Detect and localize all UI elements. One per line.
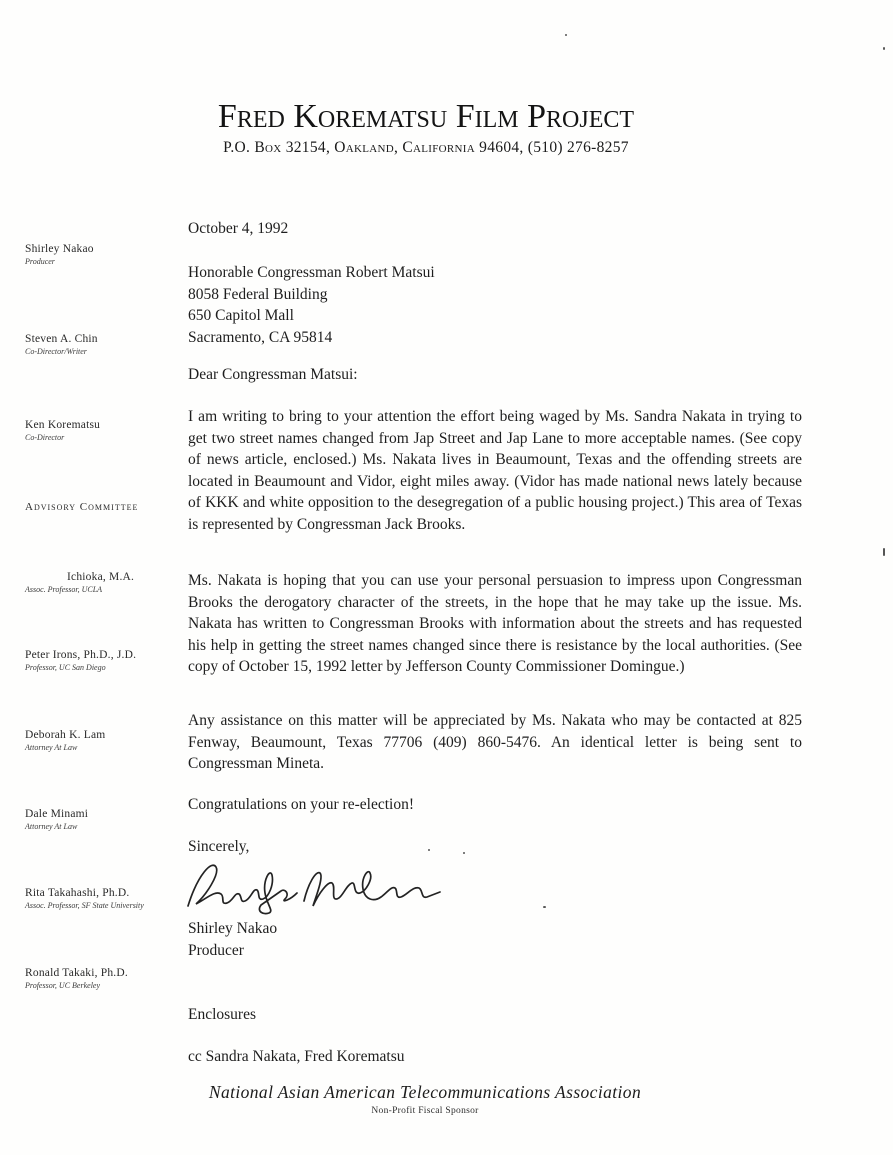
advisory-committee-heading: Advisory Committee [25, 501, 139, 513]
person-name: Peter Irons, Ph.D., J.D. [25, 649, 137, 661]
person-role: Professor, UC San Diego [25, 663, 106, 672]
sidebar-committee-member [25, 729, 190, 752]
valediction: Sincerely, [188, 838, 250, 855]
person-role: Attorney At Law [25, 743, 78, 752]
person-name: Rita Takahashi, Ph.D. [25, 887, 130, 899]
person-name: Ken Korematsu [25, 419, 101, 431]
sidebar-committee-member [25, 649, 190, 672]
recipient-line: 650 Capitol Mall [188, 307, 294, 325]
footer-org: National Asian American Telecommunications Association [208, 1082, 642, 1102]
closing-line: Congratulations on your re-election! [188, 796, 414, 813]
body-paragraph: I am writing to bring to your attention the effort being waged by Ms. Sandra Nakata in trying to get two street names changed from Jap Street and Jap Lane to more acceptable names. (See copy of news article, enclosed.) Ms. Nakata lives in Beaumount, Texas and the offending streets are located in Beaumount and Vidor, eight miles away. (Vidor has made national news lately because of KKK and white opposition to the desegregation of a public housing project.) This area of Texas is represented by Congressman Jack Brooks. [188, 408, 802, 533]
sidebar-committee-member [25, 967, 190, 990]
cc-line: cc Sandra Nakata, Fred Korematsu [188, 1048, 405, 1065]
person-role: Attorney At Law [25, 822, 78, 831]
scan-speck [463, 852, 465, 854]
footer [140, 1082, 710, 1116]
signer-title: Producer [188, 942, 244, 959]
scan-speck [543, 906, 546, 908]
body-paragraph: Any assistance on this matter will be appreciated by Ms. Nakata who may be contacted at 825 Fenway, Beaumount, Texas 77706 (409) 860-5476. An identical letter is being sent to Congressman Mineta. [188, 712, 802, 773]
person-name: Shirley Nakao [25, 243, 94, 255]
sidebar-committee-member [25, 808, 190, 831]
person-role: Co-Director/Writer [25, 347, 87, 356]
person-name: Dale Minami [25, 808, 89, 820]
recipient-line: Honorable Congressman Robert Matsui [188, 264, 435, 281]
body-paragraph: Ms. Nakata is hoping that you can use your personal persuasion to impress upon Congressman Brooks the derogatory character of the streets, in the hope that he may take up the issue. Ms. Nakata has written to Congressman Brooks with information about the streets and has requested his help in getting the street names changed since there is resistance by the local authorities. (See copy of October 15, 1992 letter by Jefferson County Commissioner Domingue.) [188, 572, 802, 676]
scan-speck [565, 34, 567, 36]
scan-speck [883, 548, 885, 556]
sidebar-committee-member [25, 887, 190, 910]
person-role: Producer [25, 257, 55, 266]
recipient-address [188, 262, 802, 348]
person-name: Steven A. Chin [25, 333, 98, 345]
signer-name: Shirley Nakao [188, 920, 278, 937]
sidebar-person [25, 419, 190, 442]
person-name: Ronald Takaki, Ph.D. [25, 967, 128, 979]
sidebar-committee-member [25, 571, 190, 594]
person-role: Assoc. Professor, UCLA [25, 585, 103, 594]
footer-tagline: Non-Profit Fiscal Sponsor [371, 1106, 479, 1116]
salutation: Dear Congressman Matsui: [188, 366, 358, 383]
enclosures-note: Enclosures [188, 1006, 257, 1023]
person-role: Co-Director [25, 433, 65, 442]
scan-speck [883, 47, 885, 50]
person-role: Professor, UC Berkeley [25, 981, 101, 990]
org-address: P.O. Box 32154, Oakland, California 94604, (510) 276-8257 [223, 139, 629, 156]
signature-script [184, 854, 446, 916]
sidebar-person [25, 333, 190, 356]
person-name: Deborah K. Lam [25, 729, 106, 741]
person-name: Ichioka, M.A. [67, 571, 135, 583]
letter-date: October 4, 1992 [188, 220, 289, 237]
recipient-line: Sacramento, CA 95814 [188, 328, 333, 346]
person-role: Assoc. Professor, SF State University [25, 901, 144, 910]
org-name: Fred Korematsu Film Project [217, 98, 635, 135]
sidebar-person [25, 243, 190, 266]
recipient-line: 8058 Federal Building [188, 285, 328, 303]
letterhead [195, 98, 657, 157]
scan-speck [428, 849, 430, 851]
